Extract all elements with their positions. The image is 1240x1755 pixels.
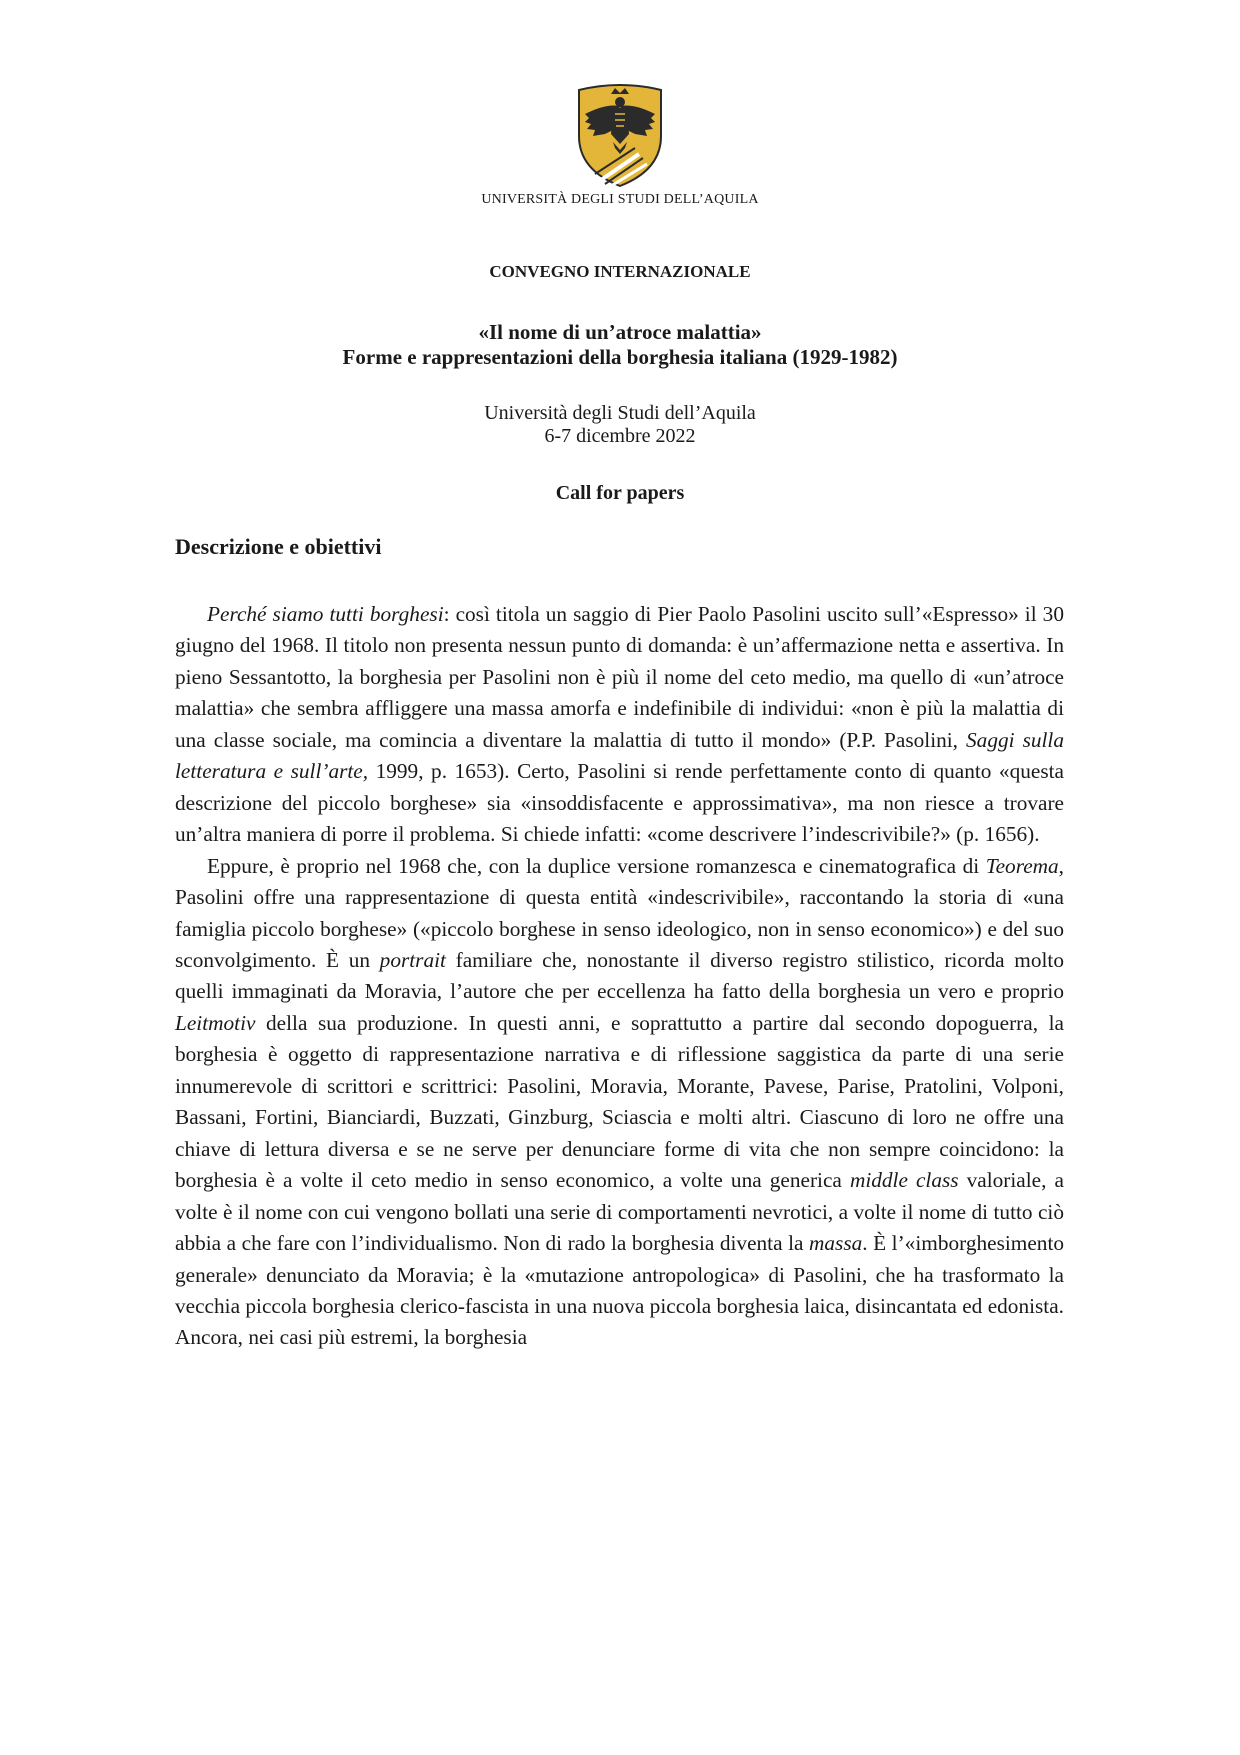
text-run: : così titola un saggio di Pier Paolo Pasolini uscito sull’«Espresso» il 30 giugno del 1968. Il titolo non presenta nessun punto di domanda: è un’affermazione netta e assertiva. In pieno Sessantotto, la borghesia per Pasolini non è più il nome del ceto medio, ma quello di «un’atroce malattia» che sembra affliggere una massa amorfa e indefinibile di individui: «non è più la malattia di una classe sociale, ma comincia a diventare la malattia di tutto il mondo» (P.P. Pasolini,: [175, 602, 1064, 752]
university-name: UNIVERSITÀ DEGLI STUDI DELL’AQUILA: [481, 192, 759, 207]
text-run: della sua produzione. In questi anni, e soprattutto a partire dal secondo dopoguerra, la borghesia è oggetto di rappresentazione narrativa e di riflessione saggistica da parte di una serie innumerevole di scrittori e scrittrici: Pasolini, Moravia, Morante, Pavese, Parise, Pratolini, Volponi, Bassani, Fortini, Bianciardi, Buzzati, Ginzburg, Sciascia e molti altri. Ciascuno di loro ne offre una chiave di lettura diversa e se ne serve per denunciare forme di vita che non sempre coincidono: la borghesia è a volte il ceto medio in senso economico, a volte una generica: [175, 1010, 1064, 1193]
event-dates: 6-7 dicembre 2022: [544, 425, 696, 447]
event-title-line2: Forme e rappresentazioni della borghesia italiana (1929-1982): [342, 345, 898, 369]
text-run: valoriale, a volte è il nome con cui vengono bollati una serie di comportamenti nevrotici, a volte il nome di tutto ciò abbia a che fare con l’individualismo. Non di rado la borghesia diventa la: [175, 1168, 1064, 1256]
event-venue: [0, 402, 1240, 448]
university-logo: [0, 84, 1240, 188]
event-type: CONVEGNO INTERNAZIONALE: [489, 262, 751, 281]
section-heading: Descrizione e obiettivi: [175, 534, 382, 559]
italic-text-run: Leitmotiv: [175, 1010, 256, 1035]
italic-text-run: middle class: [849, 1168, 959, 1193]
paragraph-1: [175, 599, 1064, 851]
event-title-line1: «Il nome di un’atroce malattia»: [478, 320, 762, 344]
italic-text-run: Perché siamo tutti borghesi: [207, 602, 444, 626]
italic-text-run: massa: [809, 1231, 863, 1256]
venue-name: Università degli Studi dell’Aquila: [484, 402, 756, 424]
text-run: . È l’«imborghesimento generale» denunciato da Moravia; è la «mutazione antropologica» di Pasolini, che ha trasformato la vecchia piccola borghesia clerico-fascista in una nuova piccola borghesia laica, disincantata ed edonista. Ancora, nei casi più estremi, la borghesia: [175, 1231, 1065, 1350]
text-run: 1999, p. 1653). Certo, Pasolini si rende perfettamente conto di quanto «questa descrizione del piccolo borghese» sia «insoddisfacente e approssimativa», ma non riesce a trovare un’altra maniera di porre il problema. Si chiede infatti: «come descrivere l’indescrivibile?» (p. 1656).: [175, 759, 1064, 847]
text-run: familiare che, nonostante il diverso registro stilistico, ricorda molto quelli immaginati da Moravia, l’autore che per eccellenza ha fatto della borghesia un vero e proprio: [175, 947, 1064, 1004]
body-text: [175, 599, 1064, 1354]
text-run: , Pasolini offre una rappresentazione di questa entità «indescrivibile», raccontando la storia di «una famiglia piccolo borghese» («piccolo borghese in senso ideologico, non in senso economico») e del suo sconvolgimento. È un: [175, 853, 1064, 972]
call-for-papers: Call for papers: [555, 482, 685, 504]
italic-text-run: Teorema: [985, 853, 1059, 878]
text-run: Eppure, è proprio nel 1968 che, con la duplice versione romanzesca e cinematografica di: [207, 853, 986, 878]
paragraph-2: [175, 851, 1064, 1354]
italic-text-run: portrait: [379, 947, 446, 972]
eagle-shield-crest-icon: [575, 84, 665, 188]
italic-text-run: Saggi sulla letteratura e sull’arte,: [175, 727, 1064, 784]
event-title: [0, 320, 1240, 370]
